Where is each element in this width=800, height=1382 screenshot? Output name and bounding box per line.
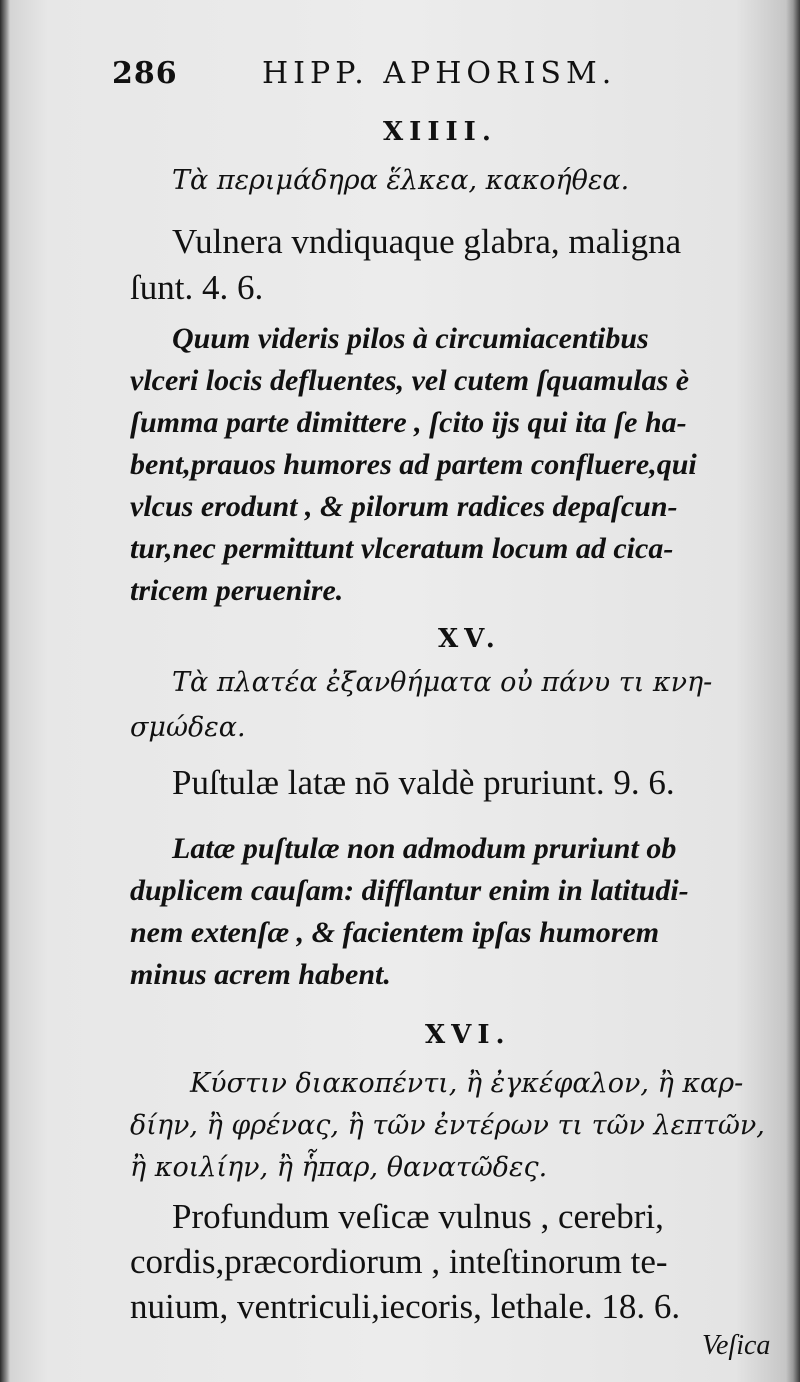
aphorism-number: XV. bbox=[438, 624, 501, 654]
commentary-line: bent,prauos humores ad partem confluere,qui bbox=[130, 448, 697, 481]
aphorism-number: XVI. bbox=[425, 1020, 511, 1050]
commentary-line: vlceri locis defluentes, vel cutem ſquamulas è bbox=[130, 364, 690, 397]
commentary-line: nem extenſæ , & facientem ipſas humorem bbox=[130, 916, 660, 949]
catchword: Veſica bbox=[702, 1330, 771, 1361]
latin-aphorism-line: Profundum veſicæ vulnus , cerebri, bbox=[172, 1197, 664, 1236]
running-title: HIPP. APHORISM. bbox=[262, 56, 617, 91]
commentary-line: Latæ puſtulæ non admodum pruriunt ob bbox=[172, 832, 677, 865]
latin-aphorism-line: ſunt. 4. 6. bbox=[130, 268, 264, 307]
greek-text-line: Κύστιν διακοπέντι, ἢ ἐγκέφαλον, ἢ καρ- bbox=[190, 1068, 744, 1099]
latin-aphorism-line: cordis,præcordiorum , inteſtinorum te- bbox=[130, 1242, 668, 1281]
page-number: 286 bbox=[112, 56, 178, 91]
page-edge-left bbox=[0, 0, 10, 1382]
latin-aphorism-line: Puſtulæ latæ nō valdè pruriunt. 9. 6. bbox=[172, 763, 675, 802]
commentary-line: vlcus erodunt , & pilorum radices depaſcun- bbox=[130, 490, 678, 523]
commentary-line: Quum videris pilos à circumiacentibus bbox=[172, 322, 649, 355]
commentary-line: minus acrem habent. bbox=[130, 958, 391, 991]
latin-aphorism-line: nuium, ventriculi,iecoris, lethale. 18. 6. bbox=[130, 1287, 681, 1326]
running-header bbox=[112, 52, 672, 92]
aphorism-number: XIIII. bbox=[383, 117, 497, 147]
page-edge-right bbox=[786, 0, 800, 1382]
commentary-line: duplicem cauſam: difflantur enim in latitudi- bbox=[130, 874, 689, 907]
commentary-line: ſumma parte dimittere , ſcito ijs qui ita ſe ha- bbox=[130, 406, 687, 439]
greek-text-line: Τὰ πλατέα ἐξανθήματα οὐ πάνυ τι κνη- bbox=[172, 667, 713, 698]
commentary-line: tur,nec permittunt vlceratum locum ad cica- bbox=[130, 532, 674, 565]
greek-text-line: δίην, ἢ φρένας, ἢ τῶν ἐντέρων τι τῶν λεπτῶν, bbox=[130, 1110, 765, 1141]
latin-aphorism-line: Vulnera vndiquaque glabra, maligna bbox=[172, 222, 682, 261]
greek-text-line: Τὰ περιμάδηρα ἕλκεα, κακοήθεα. bbox=[172, 165, 630, 196]
greek-text-line: σμώδεα. bbox=[130, 712, 246, 743]
greek-text-line: ἢ κοιλίην, ἢ ἧπαρ, θανατῶδες. bbox=[130, 1152, 548, 1183]
commentary-line: tricem peruenire. bbox=[130, 574, 344, 607]
